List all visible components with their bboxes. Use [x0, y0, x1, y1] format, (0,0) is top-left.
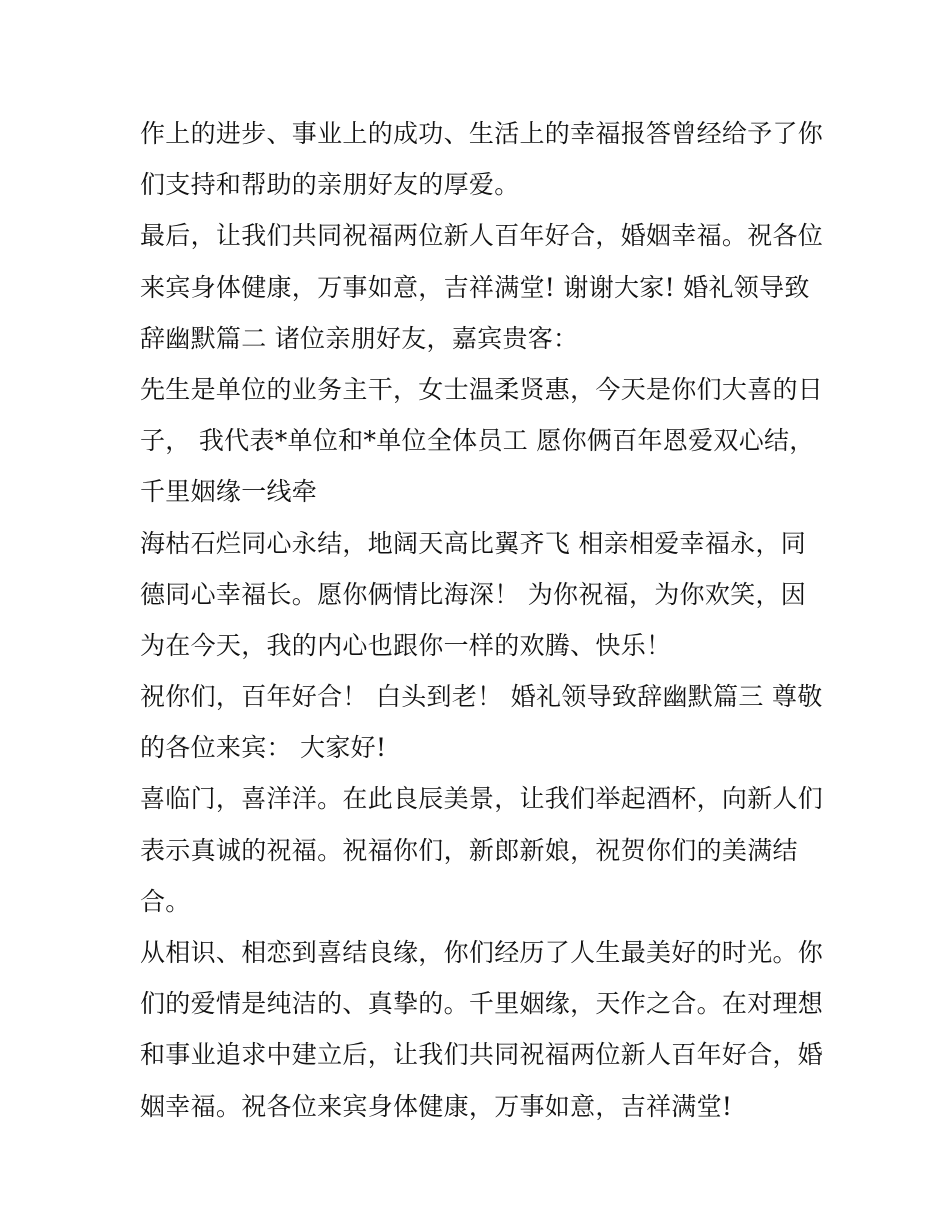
text-line: 们的爱情是纯洁的、真挚的。千里姻缘，天作之合。在对理想 [140, 989, 824, 1019]
text-line: 们支持和帮助的亲朋好友的厚爱。 [140, 170, 520, 200]
text-line: 的各位来宾： 大家好! [140, 733, 387, 763]
text-line: 千里姻缘一线牵 [140, 477, 318, 507]
document-body [140, 108, 830, 1132]
text-line: 辞幽默篇二 诸位亲朋好友，嘉宾贵客： [140, 323, 579, 353]
text-line: 先生是单位的业务主干，女士温柔贤惠，今天是你们大喜的日 [140, 374, 824, 404]
text-line: 子， 我代表*单位和*单位全体员工 愿你俩百年恩爱双心结， [140, 426, 815, 456]
text-line: 姻幸福。祝各位来宾身体健康，万事如意，吉祥满堂! [140, 1091, 733, 1121]
text-line: 最后，让我们共同祝福两位新人百年好合，婚姻幸福。祝各位 [140, 221, 824, 251]
text-line: 从相识、相恋到喜结良缘，你们经历了人生最美好的时光。你 [140, 938, 824, 967]
text-line: 表示真诚的祝福。祝福你们，新郎新娘，祝贺你们的美满结 [140, 835, 798, 865]
text-line: 作上的进步、事业上的成功、生活上的幸福报答曾经给予了你 [140, 119, 824, 148]
text-line: 来宾身体健康，万事如意，吉祥满堂! 谢谢大家! 婚礼领导致 [140, 272, 810, 302]
text-line: 喜临门，喜洋洋。在此良辰美景，让我们举起酒杯，向新人们 [140, 784, 824, 814]
text-line: 合。 [140, 886, 191, 916]
text-line: 祝你们，百年好合！ 白头到老！ 婚礼领导致辞幽默篇三 尊敬 [140, 682, 823, 712]
text-line: 德同心幸福长。愿你俩情比海深！ 为你祝福，为你欢笑，因 [140, 579, 807, 609]
text-line: 海枯石烂同心永结，地阔天高比翼齐飞 相亲相爱幸福永，同 [140, 528, 807, 558]
text-line: 和事业追求中建立后，让我们共同祝福两位新人百年好合，婚 [140, 1040, 824, 1070]
text-line: 为在今天，我的内心也跟你一样的欢腾、快乐！ [140, 630, 672, 660]
